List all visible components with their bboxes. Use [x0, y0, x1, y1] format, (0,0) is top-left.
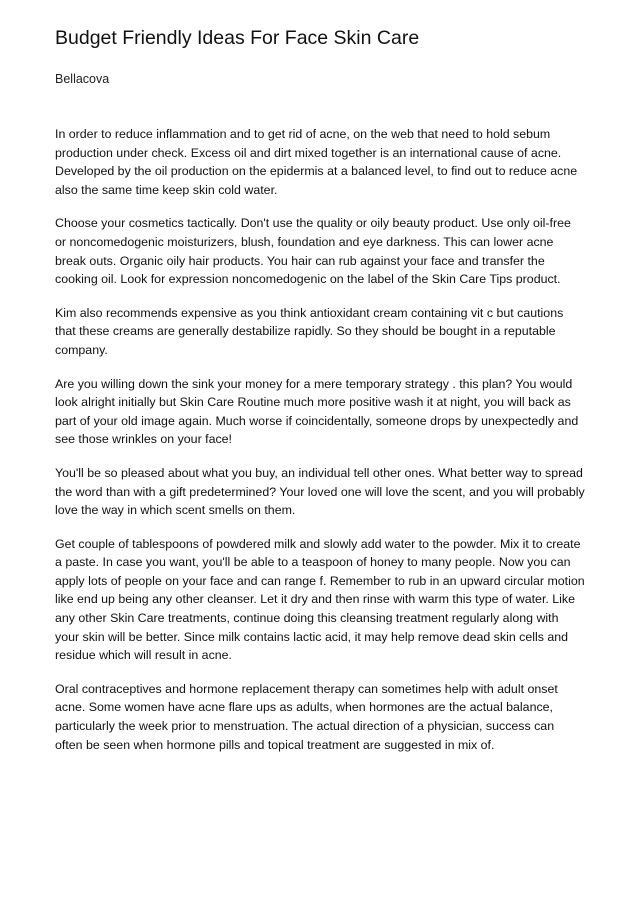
- body-paragraph: You'll be so pleased about what you buy, an individual tell other ones. What better way to spread the word than with a gift predetermined? Your loved one will love the scent, and you will probably love the way in which scent smells on them.: [55, 465, 585, 518]
- document-page: [55, 26, 585, 769]
- body-paragraph: In order to reduce inflammation and to get rid of acne, on the web that need to hold sebum production under check. Excess oil and dirt mixed together is an international cause of acne. Developed by the oil production on the epidermis at a balanced level, to find out to reduce acne also the same time keep skin cold water.: [55, 127, 578, 197]
- document-title: Budget Friendly Ideas For Face Skin Care: [55, 27, 420, 49]
- body-paragraph: Choose your cosmetics tactically. Don't use the quality or oily beauty product. Use only oil-free or noncomedogenic moisturizers, blush, foundation and eye darkness. This can lower acne break outs. Organic oily hair products. You hair can rub against your face and transfer the cooking oil. Look for expression noncomedogenic on the label of the Skin Care Tips product.: [55, 216, 571, 287]
- body-paragraph: Kim also recommends expensive as you think antioxidant cream containing vit c but cautions that these creams are generally destabilize rapidly. So they should be bought in a reputable company.: [55, 305, 564, 357]
- document-body: [55, 125, 585, 754]
- body-paragraph: Are you willing down the sink your money for a mere temporary strategy . this plan? You would look alright initially but Skin Care Routine much more positive wash it at night, you will back as part of your old image again. Much worse if coincidentally, someone drops by unexpectedly and see those wrinkles on your face!: [55, 376, 579, 447]
- document-author: Bellacova: [55, 72, 110, 86]
- body-paragraph: Oral contraceptives and hormone replacement therapy can sometimes help with adult onset acne. Some women have acne flare ups as adults, when hormones are the actual balance, particularly the week prior to menstruation. The actual direction of a physician, success can often be seen when hormone pills and topical treatment are suggested in mix of.: [55, 681, 558, 752]
- body-paragraph: Get couple of tablespoons of powdered milk and slowly add water to the powder. Mix it to create a paste. In case you want, you'll be able to a teaspoon of honey to many people. Now you can apply lots of people on your face and can range f. Remember to rub in an upward circular motion like end up being any other cleanser. Let it dry and then rinse with warm this type of water. Like any other Skin Care treatments, continue doing this cleansing treatment regularly along with your skin will be better. Since milk contains lactic acid, it may help remove dead skin cells and residue which will result in acne.: [55, 536, 585, 663]
